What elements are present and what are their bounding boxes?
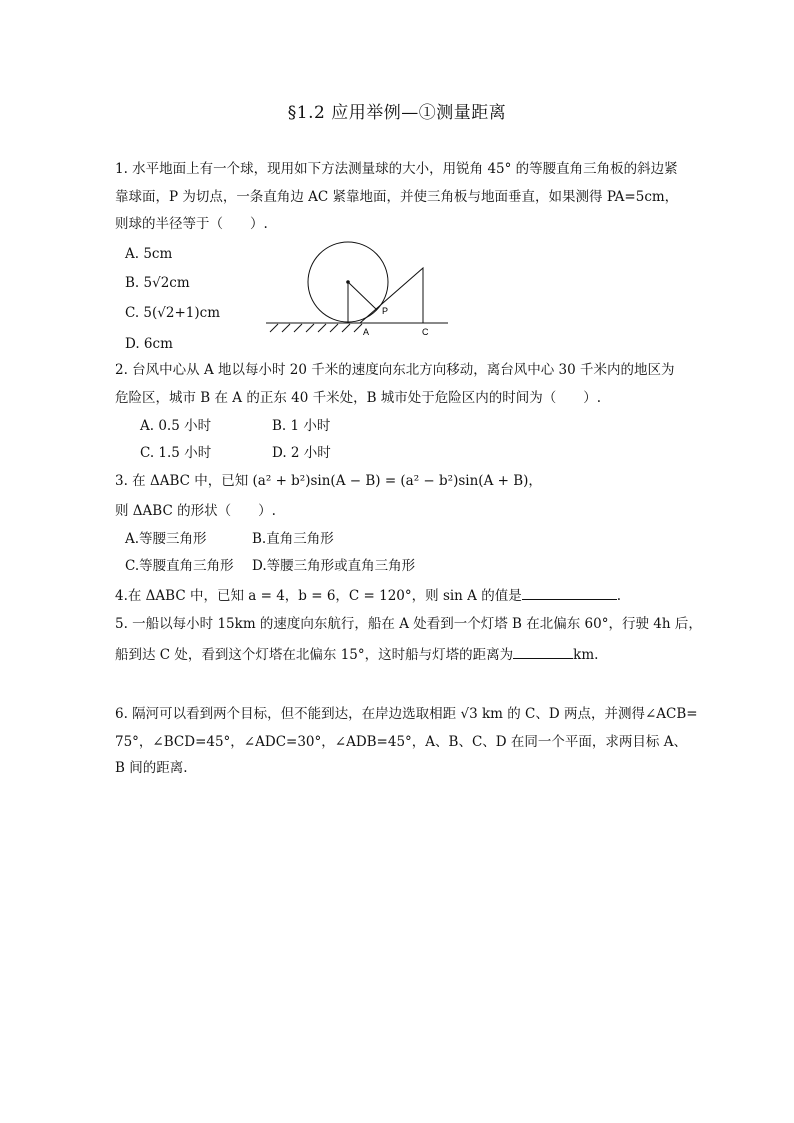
q3-option-d: D.等腰三角形或直角三角形 [252,558,416,574]
q2-line1: 2. 台风中心从 A 地以每小时 20 千米的速度向东北方向移动，离台风中心 30 千米内的地区为 [115,362,675,378]
q5-line2 [115,644,598,664]
q2-option-a: A. 0.5 小时 [140,418,212,434]
q1-option-b: B. 5√2cm [125,275,190,291]
q3-line1: 3. 在 ΔABC 中，已知 (a² + b²)sin(A − B) = (a² − b²)sin(A + B)， [115,473,542,489]
q4-answer-blank[interactable] [522,585,617,600]
radius-to-p [348,282,377,310]
label-c: C [422,327,429,337]
q5-end: km. [573,647,599,663]
q1-line1: 1. 水平地面上有一个球，现用如下方法测量球的大小，用锐角 45° 的等腰直角三角板的斜边紧 [115,161,678,177]
q5-line1: 5. 一船以每小时 15km 的速度向东航行，船在 A 处看到一个灯塔 B 在北偏东 60°，行驶 4h 后， [115,616,702,632]
q3-line2: 则 ΔABC 的形状（ ）. [115,503,276,519]
q2-line2: 危险区，城市 B 在 A 的正东 40 千米处，B 城市处于危险区内的时间为（ ）. [115,390,602,406]
q5-answer-blank[interactable] [513,644,573,659]
q4-text: 4.在 ΔABC 中，已知 a = 4，b = 6，C = 120°，则 sin A 的值是 [115,588,522,604]
q1-line3: 则球的半径等于（ ）. [115,216,268,232]
page-title: §1.2 应用举例—①测量距离 [287,103,507,123]
q1-option-c: C. 5(√2+1)cm [125,305,221,321]
q5-text: 船到达 C 处，看到这个灯塔在北偏东 15°，这时船与灯塔的距离为 [115,647,514,663]
q3-option-b: B.直角三角形 [252,531,334,547]
q2-option-d: D. 2 小时 [272,445,331,461]
triangle-board [360,268,423,323]
q2-option-b: B. 1 小时 [272,418,331,434]
q2-option-c: C. 1.5 小时 [140,445,212,461]
q3-option-c: C.等腰直角三角形 [125,558,234,574]
ground-line [266,323,448,332]
q1-option-a: A. 5cm [125,246,173,262]
label-a: A [363,327,370,337]
label-p: P [382,306,389,316]
q4-line [115,585,621,605]
q6-line3: B 间的距离. [115,760,188,776]
q4-end: . [616,588,622,604]
q6-line1: 6. 隔河可以看到两个目标，但不能到达，在岸边选取相距 √3 km 的 C、D 两点，并测得∠ACB= [115,706,698,722]
q1-ball-triangle-figure [260,236,460,342]
q3-option-a: A.等腰三角形 [125,531,207,547]
q6-line2: 75°，∠BCD=45°，∠ADC=30°，∠ADB=45°，A、B、C、D 在同一个平面，求两目标 A、 [115,734,687,750]
q1-line2: 靠球面，P 为切点，一条直角边 AC 紧靠地面，并使三角板与地面垂直，如果测得 PA=5cm， [115,189,679,205]
q1-option-d: D. 6cm [125,336,173,352]
